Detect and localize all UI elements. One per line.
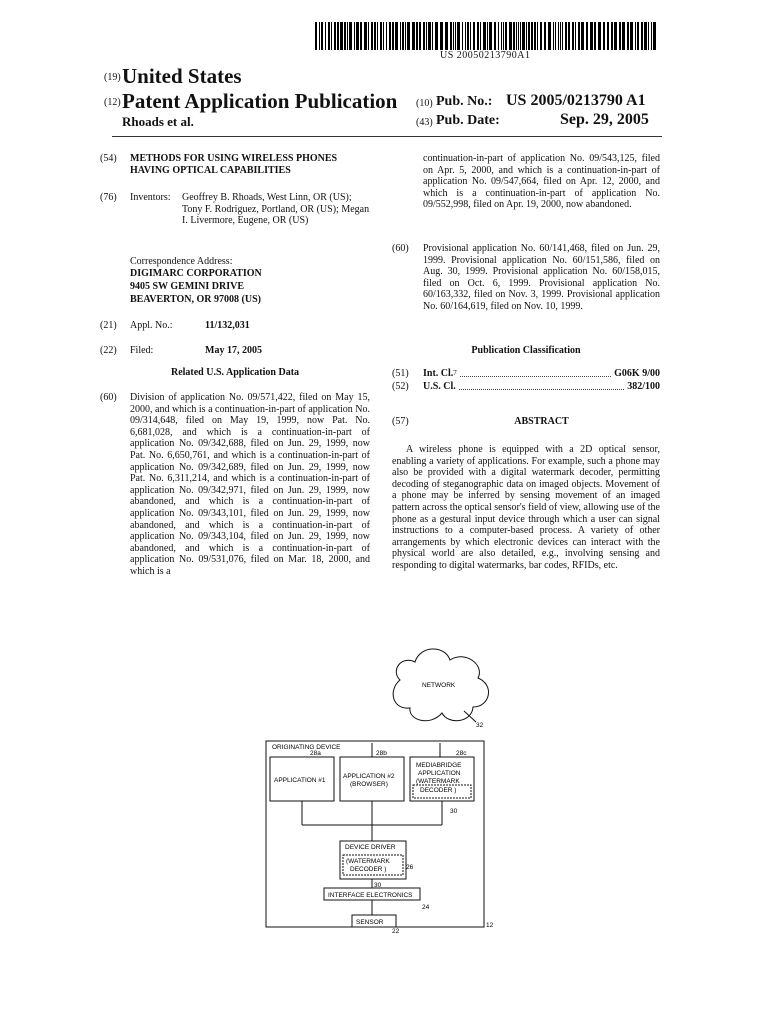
- mb-line1: MEDIABRIDGE: [416, 762, 462, 769]
- barcode-bar: [389, 22, 391, 50]
- inventors-label: Inventors:: [130, 192, 171, 203]
- barcode-bar: [349, 22, 352, 50]
- header-rule: [112, 136, 662, 137]
- barcode-bar: [494, 22, 496, 50]
- filed-label: Filed:: [130, 345, 154, 356]
- appl-code: (21): [100, 320, 117, 331]
- barcode-bar: [360, 22, 362, 50]
- intcl-code: (51): [392, 368, 409, 379]
- barcode-bar: [457, 22, 460, 50]
- barcode-bar: [575, 22, 576, 50]
- appl-label: Appl. No.:: [130, 320, 173, 331]
- invention-title: METHODS FOR USING WIRELESS PHONES HAVING OPTICAL CAPABILITIES: [130, 153, 338, 176]
- barcode-bar: [462, 22, 463, 50]
- barcode-bar: [402, 22, 404, 50]
- barcode-bar: [627, 22, 629, 50]
- barcode-bar: [540, 22, 542, 50]
- network-ref-leader: [464, 711, 476, 722]
- barcode-bar: [509, 22, 512, 50]
- barcode-bar: [522, 22, 525, 50]
- barcode-bar: [377, 22, 378, 50]
- barcode-bar: [644, 22, 647, 50]
- ref-32: 32: [476, 722, 484, 729]
- interface-label: INTERFACE ELECTRONICS: [328, 892, 413, 899]
- barcode-bar: [501, 22, 502, 50]
- barcode-bar: [578, 22, 580, 50]
- provisional-code: (60): [392, 243, 409, 254]
- ref-24: 24: [422, 904, 430, 911]
- barcode-bar: [622, 22, 625, 50]
- pubdate-value: Sep. 29, 2005: [560, 111, 649, 128]
- sensor-label: SENSOR: [356, 919, 384, 926]
- app2-line1: APPLICATION #2: [343, 773, 395, 780]
- barcode-bar: [526, 22, 527, 50]
- barcode-bar: [435, 22, 438, 50]
- intcl-sup: 7: [453, 369, 457, 377]
- barcode-bar: [419, 22, 421, 50]
- barcode-bar: [581, 22, 584, 50]
- barcode-bar: [483, 22, 486, 50]
- ref-28b: 28b: [376, 750, 387, 757]
- barcode-bar: [467, 22, 469, 50]
- related-code: (60): [100, 392, 117, 403]
- barcode-bar: [315, 22, 317, 50]
- dd-line1: DEVICE DRIVER: [345, 844, 396, 851]
- barcode-bar: [513, 22, 515, 50]
- barcode-bar: [470, 22, 471, 50]
- dd-line3: DECODER ): [350, 866, 387, 873]
- barcode-bar: [428, 22, 431, 50]
- ref-26: 26: [406, 864, 414, 871]
- correspondence-name: DIGIMARC CORPORATION: [130, 268, 262, 279]
- barcode-bar: [423, 22, 425, 50]
- barcode-bar: [505, 22, 507, 50]
- correspondence-street: 9405 SW GEMINI DRIVE: [130, 281, 244, 292]
- barcode-bar: [325, 22, 326, 50]
- intcl-row: [423, 368, 660, 380]
- authors: Rhoads et al.: [122, 114, 194, 129]
- publication-type: Patent Application Publication: [122, 89, 398, 113]
- barcode-bar: [480, 22, 481, 50]
- barcode-bar: [347, 22, 348, 50]
- barcode-bar: [598, 22, 601, 50]
- barcode-bar: [562, 22, 563, 50]
- filed-value: May 17, 2005: [205, 345, 262, 356]
- country: United States: [122, 64, 242, 88]
- barcode-bar: [364, 22, 367, 50]
- barcode-bar: [586, 22, 588, 50]
- barcode-bar: [568, 22, 570, 50]
- barcode-bar: [453, 22, 454, 50]
- ref-28a: 28a: [310, 750, 321, 757]
- barcode-bar: [516, 22, 517, 50]
- barcode-bar: [374, 22, 376, 50]
- barcode-bar: [432, 22, 433, 50]
- intcl-value: G06K 9/00: [614, 368, 660, 379]
- barcode-bar: [537, 22, 538, 50]
- intcl-dots: [460, 376, 611, 377]
- inventors: Geoffrey B. Rhoads, West Linn, OR (US); Tony F. Rodriguez, Portland, OR (US); Megan I. Livermore, Eugene, OR (US): [182, 192, 370, 227]
- ref-30a: 30: [450, 808, 458, 815]
- barcode-bar: [371, 22, 373, 50]
- filed-code: (22): [100, 345, 117, 356]
- barcode-bar: [405, 22, 406, 50]
- barcode-bar: [560, 22, 561, 50]
- provisional-text: Provisional application No. 60/141,468, filed on Jun. 29, 1999. Provisional application No. 60/151,586, filed on Aug. 30, 1999. Provisional application No. 60/158,015, filed on Oct. 6, 1999. Provisional application No. 60/163,332, filed on Nov. 3, 1999. Provisional application No. 60/164,619, filed on Nov. 10, 1999.: [423, 243, 660, 312]
- barcode-bar: [455, 22, 456, 50]
- barcode-bar: [383, 22, 384, 50]
- network-label: NETWORK: [422, 682, 456, 689]
- barcode-bar: [572, 22, 574, 50]
- barcode-bar: [426, 22, 427, 50]
- barcode-bar: [331, 22, 332, 50]
- barcode-bar: [344, 22, 346, 50]
- abstract-text: A wireless phone is equipped with a 2D optical sensor, enabling a variety of applications. For example, such a phone may also be provided with a digital watermark decoder, permitting decoding of steganographic data on imaged objects. Movement of a phone may be inferred by sensing movement of an imaged pattern across the optical sensor's field of view, allowing use of the phone as a gestural input device through which a user can signal instructions to a computer-based process. A variety of other arrangements by which electronic devices can interact with the physical world are also detailed, e.g., involving sensing and responding to digital watermarks, bar codes, RFIDs, etc.: [392, 444, 660, 571]
- barcode-bar: [416, 22, 418, 50]
- uscl-dots: [459, 389, 624, 390]
- barcode-bar: [607, 22, 609, 50]
- title-code: (54): [100, 153, 117, 164]
- barcode-bar: [653, 22, 656, 50]
- barcode-bar: [356, 22, 359, 50]
- barcode-bar: [354, 22, 355, 50]
- barcode-number: US 20050213790A1: [440, 50, 531, 61]
- barcode-bar: [489, 22, 492, 50]
- figure-diagram: [250, 615, 500, 945]
- barcode-bar: [328, 22, 330, 50]
- barcode-bar: [531, 22, 533, 50]
- barcode-bar: [594, 22, 596, 50]
- pubno-code: (10): [416, 98, 433, 109]
- app1-label: APPLICATION #1: [274, 777, 326, 784]
- abstract-heading: ABSTRACT: [514, 416, 569, 427]
- barcode-bar: [637, 22, 639, 50]
- barcode-bar: [412, 22, 415, 50]
- barcode-bar: [477, 22, 479, 50]
- inventors-code: (76): [100, 192, 117, 203]
- barcode-bar: [368, 22, 369, 50]
- pubdate-label: Pub. Date:: [436, 113, 500, 128]
- pubdate-code: (43): [416, 117, 433, 128]
- barcode-bar: [555, 22, 556, 50]
- ref-22: 22: [392, 928, 400, 935]
- mb-line2: APPLICATION: [418, 770, 461, 777]
- related-text: Division of application No. 09/571,422, filed on May 15, 2000, and which is a continuation-in-part of application No. 09/314,648, filed on May 19, 1999, now Pat. No. 6,681,028, and which is a continuation-in-part of application No. 09/342,688, filed on Jun. 29, 1999, now Pat. No. 6,650,761, and which is a continuation-in-part of application No. 09/342,689, filed on Jun. 29, 1999, now Pat. No. 6,311,214, and which is a continuation-in-part of application No. 09/342,971, filed on Jun. 29, 1999, now abandoned, and which is a continuation-in-part of application No. 09/343,101, filed on Jun. 29, 1999, now abandoned, and which is a continuation-in-part of application No. 09/343,104, filed on Jun. 29, 1999, now abandoned, and which is a continuation-in-part of application No. 09/531,076, filed on Mar. 18, 2000, and which is a: [130, 392, 370, 577]
- ref-30b: 30: [374, 882, 382, 889]
- barcode-bar: [445, 22, 448, 50]
- barcode-bar: [319, 22, 320, 50]
- barcode-bar: [465, 22, 466, 50]
- barcode-bar: [635, 22, 636, 50]
- barcode-bar: [395, 22, 398, 50]
- correspondence-city: BEAVERTON, OR 97008 (US): [130, 294, 261, 305]
- barcode-bar: [520, 22, 521, 50]
- barcode-bar: [619, 22, 621, 50]
- uscl-row: [423, 381, 660, 393]
- barcode-bar: [603, 22, 605, 50]
- publication-classification-heading: Publication Classification: [471, 345, 581, 356]
- mb-line3: (WATERMARK: [416, 778, 460, 785]
- barcode-bar: [334, 22, 336, 50]
- intcl-label: Int. Cl.: [423, 368, 454, 379]
- barcode-bar: [651, 22, 652, 50]
- pubno-value: US 2005/0213790 A1: [506, 92, 646, 109]
- barcode-bar: [548, 22, 551, 50]
- barcode-bar: [386, 22, 387, 50]
- abstract-code: (57): [392, 416, 409, 427]
- barcode-bar: [407, 22, 410, 50]
- barcode-bar: [498, 22, 499, 50]
- barcode-bar: [648, 22, 649, 50]
- barcode-bar: [321, 22, 323, 50]
- appl-value: 11/132,031: [205, 320, 250, 331]
- barcode-bar: [340, 22, 343, 50]
- barcode-bar: [630, 22, 633, 50]
- originating-label: ORIGINATING DEVICE: [272, 744, 341, 751]
- barcode-bar: [450, 22, 452, 50]
- barcode-bar: [400, 22, 401, 50]
- app2-line2: (BROWSER): [350, 781, 388, 788]
- ref-12: 12: [486, 922, 494, 929]
- type-code: (12): [104, 97, 121, 108]
- barcode-bar: [544, 22, 546, 50]
- barcode-bar: [518, 22, 519, 50]
- dd-line2: (WATERMARK: [346, 858, 390, 865]
- barcode-bar: [380, 22, 382, 50]
- barcode-bar: [611, 22, 613, 50]
- uscl-code: (52): [392, 381, 409, 392]
- barcode-bar: [565, 22, 567, 50]
- uscl-value: 382/100: [627, 381, 660, 392]
- uscl-label: U.S. Cl.: [423, 381, 456, 392]
- related-heading: Related U.S. Application Data: [170, 367, 300, 378]
- ref-28c: 28c: [456, 750, 467, 757]
- barcode-bar: [528, 22, 530, 50]
- pubno-label: Pub. No.:: [436, 94, 493, 109]
- barcode: [315, 22, 657, 50]
- barcode-bar: [590, 22, 593, 50]
- barcode-bar: [337, 22, 339, 50]
- mb-line4: DECODER ): [420, 787, 457, 794]
- country-code: (19): [104, 72, 121, 83]
- barcode-bar: [553, 22, 554, 50]
- correspondence-label: Correspondence Address:: [130, 256, 233, 267]
- barcode-bar: [558, 22, 559, 50]
- barcode-bar: [503, 22, 504, 50]
- barcode-bar: [641, 22, 643, 50]
- barcode-bar: [392, 22, 394, 50]
- barcode-bar: [614, 22, 617, 50]
- barcode-bar: [534, 22, 536, 50]
- barcode-bar: [487, 22, 488, 50]
- barcode-bar: [473, 22, 475, 50]
- barcode-bar: [440, 22, 443, 50]
- continued-text: continuation-in-part of application No. 09/543,125, filed on Apr. 5, 2000, and which is a continuation-in-part of application No. 09/547,664, filed on Apr. 12, 2000, and which is a continuation-in-part of application No. 09/552,998, filed on Apr. 19, 2000, now abandoned.: [423, 153, 660, 211]
